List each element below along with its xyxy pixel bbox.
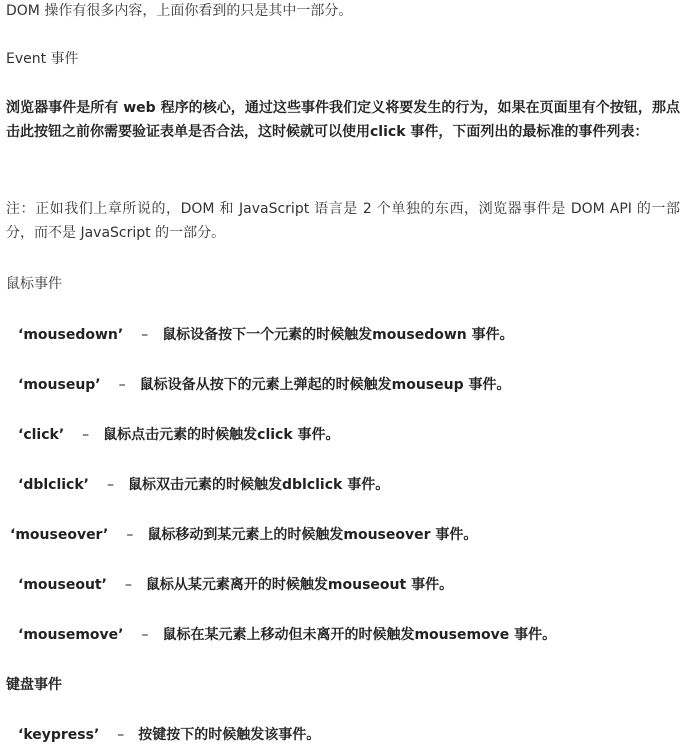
event-dash: –: [106, 477, 114, 493]
event-description: 鼠标设备按下一个元素的时候触发mousedown 事件。: [162, 327, 514, 343]
event-description: 鼠标从某元素离开的时候触发mouseout 事件。: [145, 577, 454, 593]
event-dash: –: [141, 327, 149, 343]
event-description: 鼠标设备从按下的元素上弹起的时候触发mouseup 事件。: [139, 377, 511, 393]
event-dash: –: [118, 377, 126, 393]
event-item-click: [18, 424, 340, 446]
event-description: 鼠标双击元素的时候触发dblclick 事件。: [127, 477, 390, 493]
event-item-mouseout: [18, 574, 453, 596]
event-name: ‘mouseover’: [10, 527, 109, 543]
mouse-events-heading: 鼠标事件: [6, 276, 62, 292]
event-item-mouseup: [18, 374, 511, 396]
event-description: 鼠标在某元素上移动但未离开的时候触发mousemove 事件。: [162, 627, 557, 643]
event-dash: –: [126, 527, 134, 543]
intro-text: DOM 操作有很多内容，上面你看到的只是其中一部分。: [6, 3, 353, 19]
event-dash: –: [82, 427, 90, 443]
event-name: ‘click’: [18, 427, 65, 443]
event-item-mousedown: [18, 324, 514, 346]
event-description: 鼠标移动到某元素上的时候触发mouseover 事件。: [147, 527, 478, 543]
event-name: ‘dblclick’: [18, 477, 89, 493]
event-description: 鼠标点击元素的时候触发click 事件。: [103, 427, 340, 443]
event-name: ‘mouseup’: [18, 377, 101, 393]
event-name: ‘mouseout’: [18, 577, 107, 593]
event-name: ‘mousemove’: [18, 627, 124, 643]
event-dash: –: [117, 727, 125, 743]
event-item-keypress: [18, 724, 320, 746]
event-item-dblclick: [18, 474, 389, 496]
note-paragraph: 注：正如我们上章所说的，DOM 和 JavaScript 语言是 2 个单独的东西，浏览器事件是 DOM API 的一部分，而不是 JavaScript 的一部分。: [6, 201, 680, 241]
event-heading: Event 事件: [6, 51, 79, 67]
bold-paragraph: 浏览器事件是所有 web 程序的核心，通过这些事件我们定义将要发生的行为，如果在页面里有个按钮，那点击此按钮之前你需要验证表单是否合法，这时候就可以使用click 事件，下面列出的最标准的事件列表：: [6, 100, 680, 140]
event-name: ‘keypress’: [18, 727, 100, 743]
event-dash: –: [141, 627, 149, 643]
event-item-mousemove: [18, 624, 556, 646]
event-dash: –: [124, 577, 132, 593]
event-name: ‘mousedown’: [18, 327, 124, 343]
event-description: 按键按下的时候触发该事件。: [138, 727, 321, 743]
keyboard-events-heading: 键盘事件: [6, 677, 62, 693]
event-item-mouseover: [10, 524, 477, 546]
